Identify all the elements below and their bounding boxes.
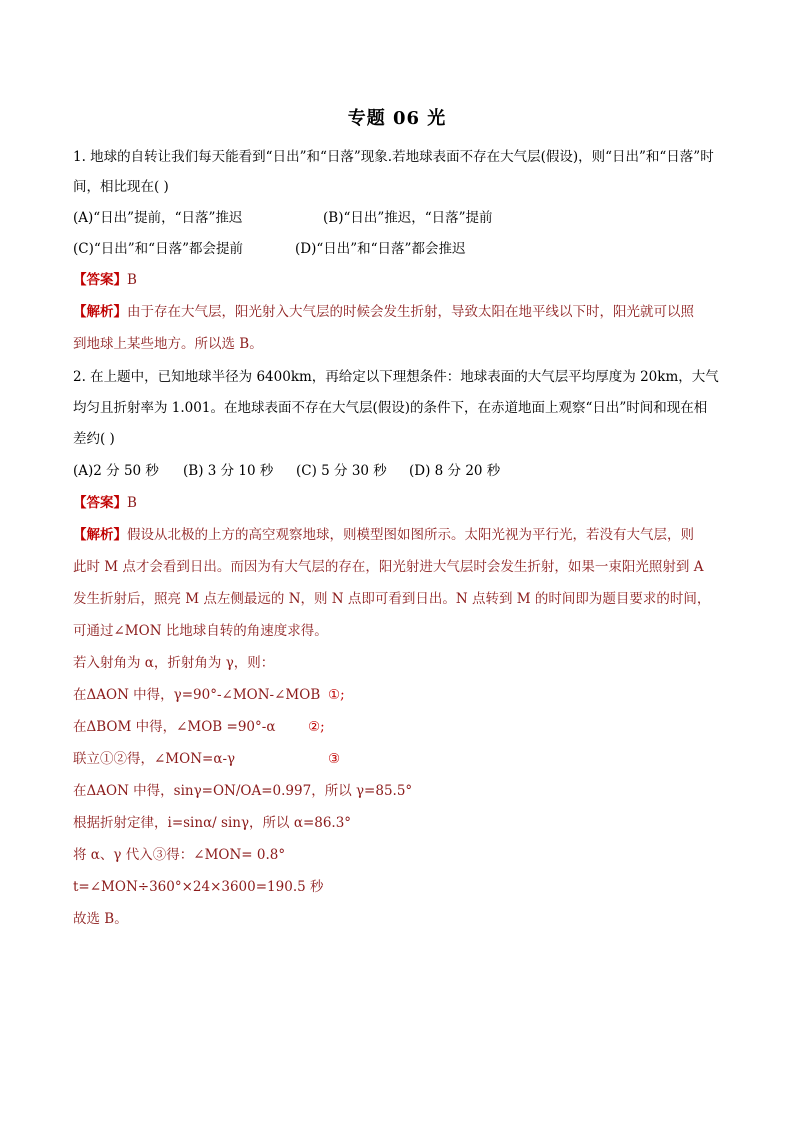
step-line: 在ΔAON 中得，sinγ=ON/OA=0.997，所以 γ=85.5° bbox=[73, 783, 413, 799]
q1-analysis-line1 bbox=[73, 303, 694, 321]
analysis-text: 由于存在大气层，阳光射入大气层的时候会发生折射，导致太阳在地平线以下时，阳光就可以照 bbox=[127, 304, 694, 320]
q2-text-line3: 差约( ) bbox=[73, 431, 115, 447]
answer-value: B bbox=[127, 495, 137, 511]
q2-option-d: (D) 8 分 20 秒 bbox=[409, 463, 501, 479]
q2-analysis-line4: 可通过∠MON 比地球自转的角速度求得。 bbox=[73, 623, 328, 639]
q2-text-line1: 2. 在上题中，已知地球半径为 6400km，再给定以下理想条件：地球表面的大气层平均厚度为 20km，大气 bbox=[73, 369, 719, 385]
step-line: 若入射角为 α，折射角为 γ，则： bbox=[73, 655, 275, 671]
step-line: 在ΔBOM 中得，∠MOB =90°-α bbox=[73, 719, 276, 735]
equation-mark: ③ bbox=[328, 751, 341, 767]
q2-analysis-line1 bbox=[73, 526, 694, 544]
q2-option-a: (A)2 分 50 秒 bbox=[73, 463, 159, 479]
q2-analysis-line2: 此时 M 点才会看到日出。而因为有大气层的存在，阳光射进大气层时会发生折射，如果一束阳光照射到 A bbox=[73, 559, 704, 575]
q1-text-line1: 1. 地球的自转让我们每天能看到“日出”和“日落”现象.若地球表面不存在大气层(假设)，则“日出”和“日落”时 bbox=[73, 149, 714, 165]
analysis-tag: 【解析】 bbox=[73, 527, 127, 543]
q1-option-d: (D)“日出”和“日落”都会推迟 bbox=[295, 241, 466, 257]
q1-text-line2: 间，相比现在( ) bbox=[73, 179, 169, 195]
q2-answer bbox=[73, 494, 137, 512]
page-title: 专题 06 光 bbox=[347, 108, 447, 129]
q2-option-b: (B) 3 分 10 秒 bbox=[183, 463, 274, 479]
answer-value: B bbox=[127, 272, 137, 288]
q1-answer bbox=[73, 271, 137, 289]
q1-analysis-line2: 到地球上某些地方。所以选 B。 bbox=[73, 336, 263, 352]
equation-mark: ①; bbox=[328, 687, 345, 703]
q1-option-c: (C)“日出”和“日落”都会提前 bbox=[73, 241, 243, 257]
answer-tag: 【答案】 bbox=[73, 495, 127, 511]
q1-option-a: (A)“日出”提前，“日落”推迟 bbox=[73, 210, 243, 226]
analysis-tag: 【解析】 bbox=[73, 304, 127, 320]
step-line: 将 α、γ 代入③得：∠MON= 0.8° bbox=[73, 847, 286, 863]
q1-option-b: (B)“日出”推迟，“日落”提前 bbox=[323, 210, 493, 226]
q2-analysis-line3: 发生折射后，照亮 M 点左侧最远的 N，则 N 点即可看到日出。N 点转到 M 的时间即为题目要求的时间， bbox=[73, 591, 711, 607]
q2-option-c: (C) 5 分 30 秒 bbox=[296, 463, 387, 479]
q2-text-line2: 均匀且折射率为 1.001。在地球表面不存在大气层(假设)的条件下，在赤道地面上观察“日出”时间和现在相 bbox=[73, 400, 708, 416]
step-line: 故选 B。 bbox=[73, 911, 128, 927]
answer-tag: 【答案】 bbox=[73, 272, 127, 288]
step-line: t=∠MON÷360°×24×3600=190.5 秒 bbox=[73, 879, 324, 895]
step-line: 在ΔAON 中得，γ=90°-∠MON-∠MOB bbox=[73, 687, 321, 703]
step-line: 联立①②得，∠MON=α-γ bbox=[73, 751, 236, 767]
analysis-text: 假设从北极的上方的高空观察地球，则模型图如图所示。太阳光视为平行光，若没有大气层，则 bbox=[127, 527, 694, 543]
equation-mark: ②; bbox=[308, 719, 325, 735]
step-line: 根据折射定律，i=sinα/ sinγ，所以 α=86.3° bbox=[73, 815, 352, 831]
